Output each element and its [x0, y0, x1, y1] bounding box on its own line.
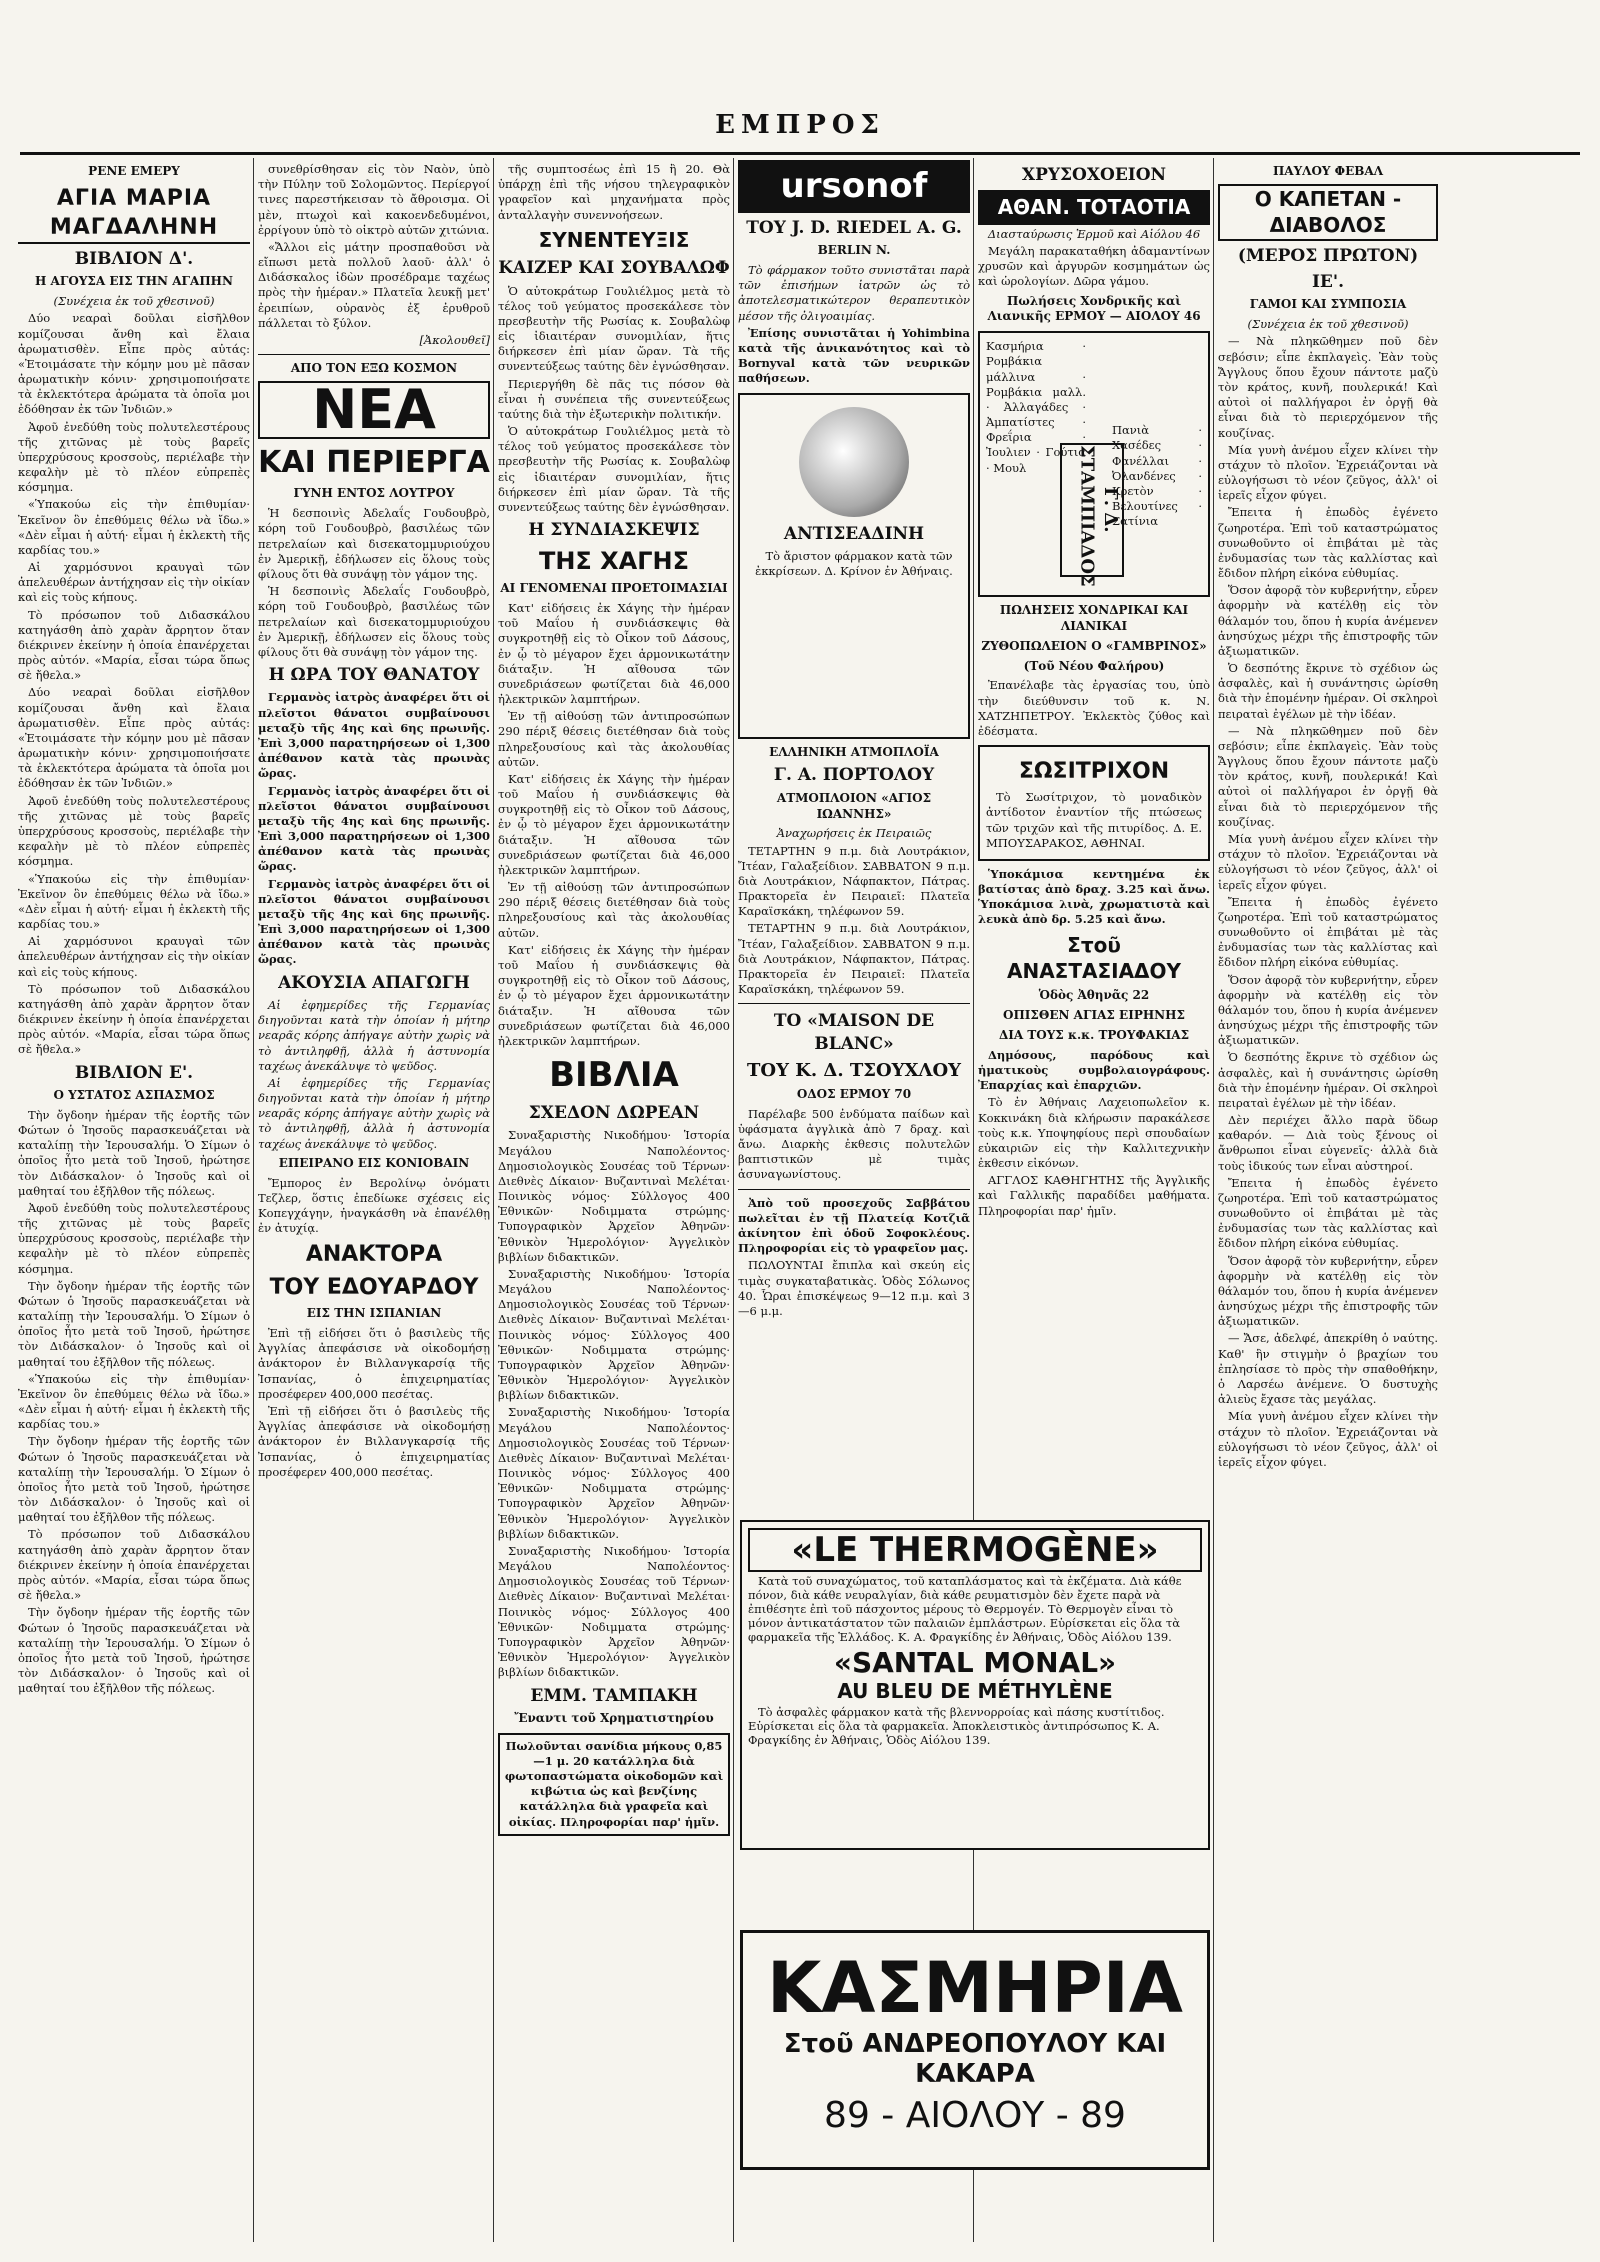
paragraph: Δύο νεαραὶ δοῦλαι εἰσῆλθον κομίζουσαι ἄνθη καὶ ἔλαια ἀρωματισθὲν. Εἶπε πρὸς αὐτάς: «Ἐτοιμάσατε τὴν κόμην μου μὲ πᾶσαν ἀρωματικὴν κόνιν· χρησιμοποιήσατε τὰ ἐκλεκτότερα ἀρώματα τὰ ὁποῖα μοι ἐδόθησαν ἐκ τῶν Ἰνδιῶν.» [18, 311, 250, 417]
column-world-news [258, 160, 490, 2242]
paragraph: Αἱ χαρμόσυνοι κραυγαὶ τῶν ἀπελευθέρων ἀντήχησαν εἰς τὴν οἰκίαν καὶ εἰς τοὺς κήπους. [18, 934, 250, 979]
story-subheading: ΑΙ ΓΕΝΟΜΕΝΑΙ ΠΡΟΕΤΟΙΜΑΣΙΑΙ [500, 581, 728, 596]
jeweler-name: ΑΘΑΝ. ΤΟΤΑΟΤΙΑ [978, 190, 1210, 224]
paragraph: Ἐν τῇ αἰθούσῃ τῶν ἀντιπροσώπων 290 πέριξ θέσεις διετέθησαν διὰ τοὺς πληρεξουσίους καὶ τὰς ἀκολουθίας αὐτῶν. [498, 709, 730, 769]
shipping-vessel: ΑΤΜΟΠΛΟΙΟΝ «ΑΓΙΟΣ ΙΩΑΝΝΗΣ» [776, 790, 932, 821]
paragraph: Ἔπειτα ἡ ἐπωδὸς ἐγένετο ζωηροτέρα. Ἐπὶ τοῦ καταστρώματος συνωθοῦντο οἱ ἐπιβάται μὲ τὰς ἐνδυμασίας των τὰς καλλίστας καὶ ἔδιδον πλήρη εἰκόνα εὐθυμίας. [1218, 505, 1438, 581]
textile-list-2: Πανιὰ · Χασέδες · Φανέλλαι · Ὀλανδένες · Κρετὸν · Βελουτίνες · Σατίνια [1112, 423, 1202, 529]
paragraph: Ἔπειτα ἡ ἐπωδὸς ἐγένετο ζωηροτέρα. Ἐπὶ τοῦ καταστρώματος συνωθοῦντο οἱ ἐπιβάται μὲ τὰς ἐνδυμασίας των τὰς καλλίστας καὶ ἔδιδον πλήρη εἰκόνα εὐθυμίας. [1218, 1175, 1438, 1251]
paragraph: Δύο νεαραὶ δοῦλαι εἰσῆλθον κομίζουσαι ἄνθη καὶ ἔλαια ἀρωματισθὲν. Εἶπε πρὸς αὐτάς: «Ἐτοιμάσατε τὴν κόμην μου μὲ πᾶσαν ἀρωματικὴν κόνιν· χρησιμοποιήσατε τὰ ἐκλεκτότερα ἀρώματα τὰ ὁποῖα μοι ἐδόθησαν ἐκ τῶν Ἰνδιῶν.» [18, 685, 250, 791]
paragraph: «Ὑπακούω εἰς τὴν ἐπιθυμίαν· Ἐκεῖνον ὃν ἐπεθύμεις θέλω νὰ ἴδω.» «Δὲν εἶμαι ἡ αὐτή· εἶμαι ἡ ἐκλεκτὴ τῆς καρδίας του.» [18, 1371, 250, 1432]
paragraph: Γερμανὸς ἰατρὸς ἀναφέρει ὅτι οἱ πλεῖστοι θάνατοι συμβαίνουσι μεταξὺ τῆς 4ης καὶ 6ης πρωινῆς. Ἐπὶ 3,000 παρατηρήσεων οἱ 1,300 ἀπέθανον κατὰ τὰς πρωινὰς ὥρας. [258, 783, 490, 874]
paragraph: Ὅσον ἀφορᾷ τὸν κυβερνήτην, εὗρεν ἀφορμὴν νὰ κατέλθῃ εἰς τὸν θάλαμόν του, ὅπου ἡ κυρία ἀνέμενεν ἀνησύχως μέχρι τῆς ἐπιστροφῆς τῶν ἀξιωματικῶν. [1218, 1253, 1438, 1329]
paragraph: Ἐπίσης συνιστᾶται ἡ Yohimbina κατὰ τῆς ἀνικανότητος καὶ τὸ Bornyval κατὰ τῶν νευρικῶν παθήσεων. [738, 325, 970, 386]
paragraph: Περιεργήθη δὲ πᾶς τις πόσον θὰ εἶναι ἡ συνέπεια τῆς συνεντεύξεως ταύτης διὰ τὴν ἐξωτερικὴν πολιτικήν. [498, 376, 730, 421]
paragraph: Ὁ δεσπότης ἔκρινε τὸ σχέδιον ὡς ἀσφαλὲς, καὶ ἡ συνάντησις ὡρίσθη διὰ τὴν ἑπομένην ἡμέραν. Οἱ σκληροὶ πειραταὶ ἐγέλων μὲ τὴν ἰδέαν. [1218, 1050, 1438, 1110]
serial-continuation: (Συνέχεια ἐκ τοῦ χθεσινοῦ) [1247, 317, 1409, 332]
serial-chapter-title: ΓΑΜΟΙ ΚΑΙ ΣΥΜΠΟΣΙΑ [1249, 297, 1407, 312]
antiseal-text: Τὸ ἄριστον φάρμακον κατὰ τῶν ἐκκρίσεων. Δ. Κρίνον ἐν Ἀθήναις. [755, 548, 953, 579]
paragraph: Μία γυνὴ ἀνέμου εἶχεν κλίνει τὴν στάχυν τὸ πλοῖον. Ἐχρειάζονται νὰ εὐλογήσωσι τὸ νέον ζεῦγος, ἀλλ' οἱ ἱερεῖς εἶχον φύγει. [1218, 1409, 1438, 1469]
paragraph: Τὴν ὄγδοην ἡμέραν τῆς ἑορτῆς τῶν Φώτων ὁ Ἰησοῦς παρασκευάζεται νὰ καταλίπῃ τὴν Ἱερουσαλήμ. Ὁ Σίμων ὁ ὁποῖος ἦτο μετὰ τοῦ Ἰησοῦ, ἠρώτησε τὸν Διδάσκαλον· ὁ Ἰησοῦς καὶ οἱ μαθηταί του ἐξῆλθον τῆς πόλεως. [18, 1605, 250, 1696]
story-heading: ΤΟΥ ΕΔΟΥΑΡΔΟΥ [269, 1275, 479, 1301]
section-title-nea: ΝΕΑ [258, 381, 490, 439]
maison-owner: ΤΟΥ Κ. Δ. ΤΣΟΥΧΛΟΥ [747, 1060, 961, 1082]
paragraph: Τὸ πρόσωπον τοῦ Διδασκάλου κατηγάσθη ἀπὸ χαρὰν ἄρρητον ὅταν διέκρινεν ἐκείνην ἡ ὁποία ἐπανέρχεται πρὸς αὐτόν. «Μαρία, εἶσαι τώρα ὅπως σὲ ἤθελα.» [18, 607, 250, 683]
serial-continuation: (Συνέχεια ἐκ τοῦ χθεσινοῦ) [53, 294, 215, 309]
serial-chapter: ΙΕ'. [1311, 272, 1345, 293]
paragraph: Ἀφοῦ ἐνεδύθη τοὺς πολυτελεστέρους τῆς χιτῶνας μὲ τοὺς βαρεῖς ὑπερχρύσους κροσσοὺς, περιέλαβε τὴν κεφαλὴν μὲ τὸ πλέον εὐπρεπὲς κόσμημα. [18, 793, 250, 869]
paragraph: Αἱ χαρμόσυνοι κραυγαὶ τῶν ἀπελευθέρων ἀντήχησαν εἰς τὴν οἰκίαν καὶ εἰς τοὺς κήπους. [18, 560, 250, 605]
textile-sales: ΠΩΛΗΣΕΙΣ ΧΟΝΔΡΙΚΑΙ ΚΑΙ ΛΙΑΝΙΚΑΙ [999, 603, 1189, 633]
books-heading: ΒΙΒΛΙΑ [549, 1055, 679, 1096]
paragraph: Ἡ δεσποινὶς Ἀδελαΐς Γουδουβρὸ, κόρη τοῦ Γουδουβρὸ, βασιλέως τῶν πετρελαίων καὶ δισεκατομμυριούχου ἐν Ἀμερικῇ, ἐδήλωσεν εἰς ὅλους τοὺς φίλους ὅτι θὰ συνάψῃ τὸν γάμον της. [258, 584, 490, 659]
paragraph: ΤΕΤΑΡΤΗΝ 9 π.μ. διὰ Λουτράκιον, Ἴτέαν, Γαλαξείδιον. ΣΑΒΒΑΤΟΝ 9 π.μ. διὰ Λουτράκιον, Νάφπακτον, Πάτρας. Πρακτορεῖα ἐν Πειραιεῖ: Πλατεῖα Καραϊσκάκη, τηλέφωνον 59. [738, 843, 970, 919]
masthead: ΕΜΠΡΟΣ [715, 110, 885, 140]
stamp-label: Γ. Δ. ΣΤΑΜΠΙΑΔΟΣ [1060, 443, 1124, 577]
anastasiadou-tagline: ΔΙΑ ΤΟΥΣ κ.κ. ΤΡΟΥΦΑΚΙΑΣ [998, 1028, 1190, 1043]
paragraph: Τὴν ὄγδοην ἡμέραν τῆς ἑορτῆς τῶν Φώτων ὁ Ἰησοῦς παρασκευάζεται νὰ καταλίπῃ τὴν Ἱερουσαλήμ. Ὁ Σίμων ὁ ὁποῖος ἦτο μετὰ τοῦ Ἰησοῦ, ἠρώτησε τὸν Διδάσκαλον· ὁ Ἰησοῦς καὶ οἱ μαθηταί του ἐξῆλθον τῆς πόλεως. [18, 1434, 250, 1525]
jeweler-heading: ΧΡΥΣΟΧΟΕΙΟΝ [1021, 165, 1167, 185]
story-heading: Η ΣΥΝΔΙΑΣΚΕΨΙΣ [528, 520, 700, 541]
story-heading: ΚΑΙΖΕΡ ΚΑΙ ΣΟΥΒΑΛΩΦ [498, 258, 730, 279]
serial-chapter-2: Ο ΥΣΤΑΤΟΣ ΑΣΠΑΣΜΟΣ [53, 1088, 215, 1103]
paragraph: Κατ' εἰδήσεις ἐκ Χάγης τὴν ἡμέραν τοῦ Μαΐου ἡ συνδιάσκεψις θὰ συγκροτηθῇ εἰς τὸ Οἶκον τοῦ Δάσους, ἐν ᾧ τὸ μέγαρον ἔχει ἁρμονικωτάτην διάταξιν. Ἡ αἴθουσα τῶν συνεδριάσεων φωτίζεται διὰ 46,000 ἠλεκτρικῶν λαμπτήρων. [498, 771, 730, 877]
books-list: Συναξαριστὴς Νικοδήμου· Ἱστορία Μεγάλου Ναπολέοντος· Δημοσιολογικὸς Σουσέας τοῦ Τέρνων· Διεθνὲς Δίκαιον· Βυζαντιναὶ Μελέται· Ποινικὸς νόμος· Σύλλογος 400 Ἐθνικῶν· Νοδιμματα στρώμης· Τυπογραφικὸν Ἀρχεῖον Ἀθηνῶν· Ἐθνικὸν Ἡμερολόγιον· Ἀγγελικὸν βιβλίων διδακτικῶν. [498, 1543, 730, 1680]
serial-author: ΠΑΥΛΟΥ ΦΕΒΑΛ [1272, 164, 1384, 178]
column-serial-magdalene [18, 160, 250, 2242]
paragraph: Γερμανὸς ἰατρὸς ἀναφέρει ὅτι οἱ πλεῖστοι θάνατοι συμβαίνουσι μεταξὺ τῆς 4ης καὶ 6ης πρωινῆς. Ἐπὶ 3,000 παρατηρήσεων οἱ 1,300 ἀπέθανον κατὰ τὰς πρωινὰς ὥρας. [258, 876, 490, 967]
paragraph: Ὅσον ἀφορᾷ τὸν κυβερνήτην, εὗρεν ἀφορμὴν νὰ κατέλθῃ εἰς τὸν θάλαμόν του, ὅπου ἡ κυρία ἀνέμενεν ἀνησύχως μέχρι τῆς ἐπιστροφῆς τῶν ἀξιωματικῶν. [1218, 583, 1438, 658]
paragraph: «Ὑπακούω εἰς τὴν ἐπιθυμίαν· Ἐκεῖνον ὃν ἐπεθύμεις θέλω νὰ ἴδω.» «Δὲν εἶμαι ἡ αὐτή· εἶμαι ἡ ἐκλεκτὴ τῆς καρδίας του.» [18, 497, 250, 557]
story-heading: ΕΠΕΙΡΑΝΟ ΕΙΣ ΚΟΝΙΟΒΑΙΝ [278, 1155, 470, 1170]
paragraph: — Νὰ πληκῶθημεν ποῦ δὲν σεβόσιν; εἶπε ἐκπλαγεὶς. Ἐὰν τοὺς Ἄγγλους ὅπου ἔχουν πάντοτε μαζὺ τὸν κράτος, κυνῆ, πουλερικά! Καὶ αὐτοὶ οἱ παλλήγαροι ἐν ὀργῇ θὰ εἶναι διὰ τὸ περιερχόμενον τῆς κουζίνας. [1218, 334, 1438, 440]
jeweler-address: Διασταύρωσις Ἑρμοῦ καὶ Αἰόλου 46 [987, 226, 1201, 241]
shipping-departures: Ἀναχωρήσεις ἐκ Πειραιῶς [776, 826, 932, 841]
paragraph: Κατ' εἰδήσεις ἐκ Χάγης τὴν ἡμέραν τοῦ Μαΐου ἡ συνδιάσκεψις θὰ συγκροτηθῇ εἰς τὸ Οἶκον τοῦ Δάσους, ἐν ᾧ τὸ μέγαρον ἔχει ἁρμονικωτάτην διάταξιν. Ἡ αἴθουσα τῶν συνεδριάσεων φωτίζεται διὰ 46,000 ἠλεκτρικῶν λαμπτήρων. [498, 601, 730, 707]
beerhall-heading: ΖΥΘΟΠΩΛΕΙΟΝ Ο «ΓΑΜΒΡΙΝΟΣ» [981, 638, 1207, 653]
beerhall-sub: (Τοῦ Νέου Φαλήρου) [1023, 658, 1165, 673]
paragraph: Ὑποκάμισα κεντημένα ἐκ βατίστας ἀπὸ δραχ. 3.25 καὶ ἄνω. Ὑποκάμισα λινὰ, χρωματιστὰ καὶ λευκὰ ἀπὸ δρ. 5.25 καὶ ἄνω. [978, 866, 1210, 927]
paragraph: Ἀφοῦ ἐνεδύθη τοὺς πολυτελεστέρους τῆς χιτῶνας μὲ τοὺς βαρεῖς ὑπερχρύσους κροσσοὺς, περιέλαβε τὴν κεφαλὴν μὲ τὸ πλέον εὐπρεπὲς κόσμημα. [18, 419, 250, 495]
paragraph: Ἐν τῇ αἰθούσῃ τῶν ἀντιπροσώπων 290 πέριξ θέσεις διετέθησαν διὰ τοὺς πληρεξουσίους καὶ τὰς ἀκολουθίας αὐτῶν. [498, 880, 730, 940]
textile-list: Κασμήρια · Ρομβάκια μάλλινα · Ρομβάκια μαλλ. · Ἀλλαγάδες · Ἀμπατίστες · Φρεΐρια · Ἰουλιεν · Γούτια · Μουλ [986, 339, 1086, 475]
story-heading: Η ΩΡΑ ΤΟΥ ΘΑΝΑΤΟΥ [268, 665, 480, 686]
section-title-periergia: ΚΑΙ ΠΕΡΙΕΡΓΑ [258, 444, 490, 480]
paragraph: ΠΩΛΟΥΝΤΑΙ ἔπιπλα καὶ σκεύη εἰς τιμὰς συγκαταβατικὰς. Ὁδὸς Σόλωνος 40. Ὧραι ἐπισκέψεως 9—12 π.μ. καὶ 3—6 μ.μ. [738, 1258, 970, 1318]
books-list: Συναξαριστὴς Νικοδήμου· Ἱστορία Μεγάλου Ναπολέοντος· Δημοσιολογικὸς Σουσέας τοῦ Τέρνων· Διεθνὲς Δίκαιον· Βυζαντιναὶ Μελέται· Ποινικὸς νόμος· Σύλλογος 400 Ἐθνικῶν· Νοδιμματα στρώμης· Τυπογραφικὸν Ἀρχεῖον Ἀθηνῶν· Ἐθνικὸν Ἡμερολόγιον· Ἀγγελικὸν βιβλίων διδακτικῶν. [498, 1405, 730, 1541]
paragraph: Μία γυνὴ ἀνέμου εἶχεν κλίνει τὴν στάχυν τὸ πλοῖον. Ἐχρειάζονται νὰ εὐλογήσωσι τὸ νέον ζεῦγος, ἀλλ' οἱ ἱερεῖς εἶχον φύγει. [1218, 831, 1438, 892]
paragraph: ΑΓΓΛΟΣ ΚΑΘΗΓΗΤΗΣ τῆς Ἀγγλικῆς καὶ Γαλλικῆς παραδίδει μαθήματα. Πληροφορίαι παρ' ἡμῖν. [978, 1173, 1210, 1218]
paragraph: Ἀπὸ τοῦ προσεχοῦς Σαββάτου πωλεῖται ἐν τῇ Πλατείᾳ Κοτζιᾶ ἀκίνητον ἐπὶ ὁδοῦ Σοφοκλέους. Πληροφορίαι εἰς τὸ γραφεῖον μας. [738, 1195, 970, 1256]
globe-icon [799, 407, 909, 517]
column-divider [733, 158, 734, 2242]
paragraph: τῆς συμπτοσέως ἐπὶ 15 ἢ 20. Θὰ ὑπάρχῃ ἐπὶ τῆς νήσου τηλεγραφικὸν γραφεῖον καὶ μηχανήματα πρὸς ἀνταλλαγὴν συνεννοήσεων. [498, 162, 730, 222]
kasmiria-title: ΚΑΣΜΗΡΙΑ [766, 1947, 1183, 2029]
column-serial-captain [1218, 160, 1438, 2242]
serial-chapter: Η ΑΓΟΥΣΑ ΕΙΣ ΤΗΝ ΑΓΑΠΗΝ [35, 274, 233, 289]
ursonof-city: BERLIN N. [817, 243, 891, 258]
paragraph: Τὸ πρόσωπον τοῦ Διδασκάλου κατηγάσθη ἀπὸ χαρὰν ἄρρητον ὅταν διέκρινεν ἐκείνην ἡ ὁποία ἐπανέρχεται πρὸς αὐτόν. «Μαρία, εἶσαι τώρα ὅπως σὲ ἤθελα.» [18, 1527, 250, 1603]
kasmiria-ad [740, 1930, 1210, 2170]
maison-heading: ΤΟ «MAISON DE BLANC» [773, 1011, 935, 1054]
santal-title: «SANTAL MONAL» [833, 1646, 1117, 1679]
ursonof-maker: ΤΟΥ J. D. RIEDEL A. G. [746, 217, 962, 238]
paragraph: Γερμανὸς ἰατρὸς ἀναφέρει ὅτι οἱ πλεῖστοι θάνατοι συμβαίνουσι μεταξὺ τῆς 4ης καὶ 6ης πρωινῆς. Ἐπὶ 3,000 παρατηρήσεων οἱ 1,300 ἀπέθανον κατὰ τὰς πρωινὰς ὥρας. [258, 690, 490, 781]
top-rule [20, 152, 1580, 155]
paragraph: Ὅσον ἀφορᾷ τὸν κυβερνήτην, εὗρεν ἀφορμὴν νὰ κατέλθῃ εἰς τὸν θάλαμόν του, ὅπου ἡ κυρία ἀνέμενεν ἀνησύχως μέχρι τῆς ἐπιστροφῆς τῶν ἀξιωματικῶν. [1218, 972, 1438, 1048]
paragraph: Ἔπειτα ἡ ἐπωδὸς ἐγένετο ζωηροτέρα. Ἐπὶ τοῦ καταστρώματος συνωθοῦντο οἱ ἐπιβάται μὲ τὰς ἐνδυμασίας των τὰς καλλίστας καὶ ἔδιδον πλήρη εἰκόνα εὐθυμίας. [1218, 894, 1438, 970]
anastasiadou-location: ΟΠΙΣΘΕΝ ΑΓΙΑΣ ΕΙΡΗΝΗΣ [1003, 1008, 1185, 1023]
paragraph: Δὲν περιέχει ἄλλο παρὰ ὕδωρ καθαρόν. — Διὰ τοὺς ξένους οἱ ἄνθρωποι εἶναι εὐγενεῖς· ἀλλὰ διὰ τοὺς ἰδικούς των εἶναι αὐστηροί. [1218, 1113, 1438, 1173]
books-list: Συναξαριστὴς Νικοδήμου· Ἱστορία Μεγάλου Ναπολέοντος· Δημοσιολογικὸς Σουσέας τοῦ Τέρνων· Διεθνὲς Δίκαιον· Βυζαντιναὶ Μελέται· Ποινικὸς νόμος· Σύλλογος 400 Ἐθνικῶν· Νοδιμματα στρώμης· Τυπογραφικὸν Ἀρχεῖον Ἀθηνῶν· Ἐθνικὸν Ἡμερολόγιον· Ἀγγελικὸν βιβλίων διδακτικῶν. [498, 1266, 730, 1403]
jeweler-sales: Πωλήσεις Χονδρικῆς καὶ Λιανικῆς ΕΡΜΟΥ — ΑΙΟΛΟΥ 46 [987, 293, 1201, 324]
serial-title: ΑΓΙΑ ΜΑΡΙΑ ΜΑΓΔΑΛΗΝΗ [18, 184, 250, 244]
thermogene-ad [740, 1520, 1210, 1850]
paragraph: «Ἄλλοι εἰς μάτην προσπαθοῦσι νὰ εἴπωσι μετὰ πολλοῦ λαοῦ· ἀλλ' ὁ Διδάσκαλος ἰδὼν προσέδραμε ταχέως πρὸς τὴν ἡμέραν.» Πλατεῖα λευκῇ μετ' ἐρειπίων, οὐρανὸς ἐξ ἐρυθροῦ πάλλεται τὸ ξύλον. [258, 239, 490, 330]
maison-address: ΟΔΟΣ ΕΡΜΟΥ 70 [796, 1086, 912, 1101]
paragraph: Ἡ δεσποινὶς Ἀδελαΐς Γουδουβρὸ, κόρη τοῦ Γουδουβρὸ, βασιλέως τῶν πετρελαίων καὶ δισεκατομμυριούχου ἐν Ἀμερικῇ, ἐδήλωσεν εἰς ὅλους τοὺς φίλους ὅτι θὰ συνάψῃ τὸν γάμον της. [258, 506, 490, 581]
anastasiadou-address: Ὁδὸς Ἀθηνᾶς 22 [1038, 988, 1150, 1003]
column-divider [493, 158, 494, 2242]
story-subheading: ΕΙΣ ΤΗΝ ΙΣΠΑΝΙΑΝ [306, 1306, 442, 1321]
bookseller-address: Ἔναντι τοῦ Χρηματιστηρίου [514, 1710, 714, 1725]
column-divider [253, 158, 254, 2242]
paragraph: — Νὰ πληκῶθημεν ποῦ δὲν σεβόσιν; εἶπε ἐκπλαγεὶς. Ἐὰν τοὺς Ἄγγλους ὅπου ἔχουν πάντοτε μαζὺ τὸν κράτος, κυνῆ, πουλερικά! Καὶ αὐτοὶ οἱ παλλήγαροι ἐν ὀργῇ θὰ εἶναι διὰ τὸ περιερχόμενον τῆς κουζίνας. [1218, 723, 1438, 829]
sositrichon-title: ΣΩΣΙΤΡΙΧΟΝ [1018, 759, 1170, 785]
paragraph: Ἔμπορος ἐν Βερολίνῳ ὀνόματι Τεζλερ, ὅστις ἐπεδίωκε σχέσεις εἰς Κοπεγχάγην, ἠναγκάσθη νὰ ἐπανέλθῃ ἐν ἀτυχίᾳ. [258, 1175, 490, 1236]
thermogene-title: «LE THERMOGÈNE» [748, 1528, 1202, 1572]
paragraph: «Ὑπακούω εἰς τὴν ἐπιθυμίαν· Ἐκεῖνον ὃν ἐπεθύμεις θέλω νὰ ἴδω.» «Δὲν εἶμαι ἡ αὐτή· εἶμαι ἡ ἐκλεκτὴ τῆς καρδίας του.» [18, 871, 250, 932]
kasmiria-address: 89 - ΑΙΟΛΟΥ - 89 [824, 2095, 1126, 2136]
paragraph: Τὸ ἐν Ἀθήναις Λαχειοπωλεῖον κ. Κοκκινάκη διὰ κλήρωσιν παρακάλεσε τοὺς κ.κ. Υποψηφίους περὶ σπουδαίων εὐκαιριῶν εἰς τὴν Καλλιτεχνικὴν ἐκθεσιν εἰκόνων. [978, 1095, 1210, 1171]
continuation-note: [Ἀκολουθεῖ] [419, 332, 490, 347]
sositrichon-ad [978, 745, 1210, 861]
paragraph: Κατ' εἰδήσεις ἐκ Χάγης τὴν ἡμέραν τοῦ Μαΐου ἡ συνδιάσκεψις θὰ συγκροτηθῇ εἰς τὸ Οἶκον τοῦ Δάσους, ἐν ᾧ τὸ μέγαρον ἔχει ἁρμονικωτάτην διάταξιν. Ἡ αἴθουσα τῶν συνεδριάσεων φωτίζεται διὰ 46,000 ἠλεκτρικῶν λαμπτήρων. [498, 942, 730, 1048]
ursonof-logo: ursonof [738, 160, 970, 213]
column-divider [1213, 158, 1214, 2242]
paragraph: Δημόσους, παρόδους καὶ ἡματικοὺς συμβολαιογράφους. Ἐπαρχίας καὶ ἐπαρχιῶν. [978, 1047, 1210, 1093]
paragraph: Ἐπανέλαβε τὰς ἐργασίας του, ὑπὸ τὴν διεύθυνσιν τοῦ κ. Ν. ΧΑΤΖΗΠΕΤΡΟΥ. Ἐκλεκτὸς ζύθος καὶ ἐδέσματα. [978, 678, 1210, 738]
paragraph: Ἐπὶ τῇ εἰδήσει ὅτι ὁ βασιλεὺς τῆς Ἀγγλίας ἀπεφάσισε νὰ οἰκοδομήσῃ ἀνάκτορον ἐν Βιλλανγκαρσίᾳ τῆς Ἰσπανίας, ὁ ἐπιχειρηματίας προσέφερεν 400,000 πεσέτας. [258, 1326, 490, 1401]
serial-book: ΒΙΒΛΙΟΝ Δ'. [74, 248, 194, 269]
paragraph: Μεγάλη παρακαταθήκη ἀδαμαντίνων χρυσῶν καὶ ἀργυρῶν κοσμημάτων ὡς καὶ ὡρολογίων. Δῶρα γάμου. [978, 244, 1210, 289]
serial-author: ΡΕΝΕ ΕΜΕΡΥ [88, 164, 180, 178]
paragraph: Αἱ ἐφημερίδες τῆς Γερμανίας διηγοῦνται κατὰ τὴν ὁποίαν ἡ μήτηρ νεαρᾶς κόρης ἀπήγαγε αὐτὴν χωρὶς νὰ τὸ ἀντιληφθῇ, ἀλλὰ ἡ ἀστυνομία ταχέως ἀνεκάλυψε τὸ ψεῦδος. [258, 998, 490, 1073]
bookseller-name: ΕΜΜ. ΤΑΜΠΑΚΗ [530, 1685, 698, 1706]
section-banner: ΑΠΟ ΤΟΝ ΕΞΩ ΚΟΣΜΟΝ [290, 361, 458, 376]
antiseal-title: ΑΝΤΙΣΕΑΔΙΝΗ [783, 523, 925, 544]
books-list: Συναξαριστὴς Νικοδήμου· Ἱστορία Μεγάλου Ναπολέοντος· Δημοσιολογικὸς Σουσέας τοῦ Τέρνων· Διεθνὲς Δίκαιον· Βυζαντιναὶ Μελέται· Ποινικὸς νόμος· Σύλλογος 400 Ἐθνικῶν· Νοδιμματα στρώμης· Τυπογραφικὸν Ἀρχεῖον Ἀθηνῶν· Ἐθνικὸν Ἡμερολόγιον· Ἀγγελικὸν βιβλίων διδακτικῶν. [498, 1128, 730, 1264]
paragraph: Ὁ αὐτοκράτωρ Γουλιέλμος μετὰ τὸ τέλος τοῦ γεύματος προσεκάλεσε τὸν πρεσβευτὴν τῆς Ρωσίας κ. Σουβαλὼφ εἰς ἰδιαιτέραν συνομιλίαν, ἥτις διήρκεσεν ἐπὶ μίαν ὥραν. Τὰ τῆς συνεντεύξεως ταύτης δὲν ἐγνώσθησαν. [498, 283, 730, 374]
story-heading: ΤΗΣ ΧΑΓΗΣ [538, 546, 690, 575]
paragraph: Ὁ δεσπότης ἔκρινε τὸ σχέδιον ὡς ἀσφαλὲς, καὶ ἡ συνάντησις ὡρίσθη διὰ τὴν ἑπομένην ἡμέραν. Οἱ σκληροὶ πειραταὶ ἐγέλων μὲ τὴν ἰδέαν. [1218, 661, 1438, 721]
paragraph: Παρέλαβε 500 ἐνδύματα παίδων καὶ ὑφάσματα ἀγγλικὰ ἀπὸ 7 δραχ. καὶ ἄνω. Διαρκὴς ἐκθεσις πολυτελῶν βαπτιστικῶν μὲ τιμὰς ἀσυναγωνίστους. [738, 1106, 970, 1182]
column-politics-books [498, 160, 730, 2242]
paragraph: — Ἄσε, ἀδελφέ, ἀπεκρίθη ὁ ναύτης. Καθ' ἣν στιγμὴν ὁ βραχίων του ἐπλησίασε τὸ πρὸς τὴν σπαθοθήκην, ὁ Λαρσέω ἀνέμενε. Ὁ δυστυχὴς ἀλιεὺς ἔχασε τὰς μεγάλας. [1218, 1331, 1438, 1407]
paragraph: Ἐπὶ τῇ εἰδήσει ὅτι ὁ βασιλεὺς τῆς Ἀγγλίας ἀπεφάσισε νὰ οἰκοδομήσῃ ἀνάκτορον ἐν Βιλλανγκαρσίᾳ τῆς Ἰσπανίας, ὁ ἐπιχειρηματίας προσέφερεν 400,000 πεσέτας. [258, 1403, 490, 1479]
sositrichon-text: Τὸ Σωσίτριχον, τὸ μοναδικὸν ἀντίδοτον ἐναντίον τῆς πτώσεως τῶν τριχῶν καὶ τῆς πιτυρίδος. Δ. Ε. ΜΠΟΥΣΑΡΑΚΟΣ, ΑΘΗΝΑΙ. [986, 790, 1202, 850]
paragraph: Ἀφοῦ ἐνεδύθη τοὺς πολυτελεστέρους τῆς χιτῶνας μὲ τοὺς βαρεῖς ὑπερχρύσους κροσσοὺς, περιέλαβε τὴν κεφαλὴν μὲ τὸ πλέον εὐπρεπὲς κόσμημα. [18, 1200, 250, 1276]
serial-title: Ο ΚΑΠΕΤΑΝ - ΔΙΑΒΟΛΟΣ [1218, 184, 1438, 241]
shipping-heading: ΕΛΛΗΝΙΚΗ ΑΤΜΟΠΛΟΪΑ [769, 744, 939, 759]
kasmiria-store: Στοῦ ΑΝΔΡΕΟΠΟΥΛΟΥ ΚΑΙ ΚΑΚΑΡΑ [783, 2029, 1167, 2089]
serial-book-2: ΒΙΒΛΙΟΝ Ε'. [74, 1062, 194, 1083]
paragraph: Τὸ φάρμακον τοῦτο συνιστᾶται παρὰ τῶν ἐπισήμων ἰατρῶν ὡς τὸ ἀποτελεσματικώτερον θεραπευτικὸν μέσον τῆς ὀλιγοαιμίας. [738, 263, 970, 323]
shipping-company: Γ. Α. ΠΟΡΤΟΛΟΥ [773, 765, 935, 786]
books-subheading: ΣΧΕΔΟΝ ΔΩΡΕΑΝ [528, 1102, 700, 1123]
paragraph: Ὁ αὐτοκράτωρ Γουλιέλμος μετὰ τὸ τέλος τοῦ γεύματος προσεκάλεσε τὸν πρεσβευτὴν τῆς Ρωσίας κ. Σουβαλὼφ εἰς ἰδιαιτέραν συνομιλίαν, ἥτις διήρκεσεν ἐπὶ μίαν ὥραν. Τὰ τῆς συνεντεύξεως ταύτης δὲν ἐγνώσθησαν. [498, 424, 730, 514]
serial-part: (ΜΕΡΟΣ ΠΡΩΤΟΝ) [1237, 245, 1419, 266]
santal-subtitle: AU BLEU DE MÉTHYLÈNE [837, 1679, 1113, 1703]
paragraph: Τὴν ὄγδοην ἡμέραν τῆς ἑορτῆς τῶν Φώτων ὁ Ἰησοῦς παρασκευάζεται νὰ καταλίπῃ τὴν Ἱερουσαλήμ. Ὁ Σίμων ὁ ὁποῖος ἦτο μετὰ τοῦ Ἰησοῦ, ἠρώτησε τὸν Διδάσκαλον· ὁ Ἰησοῦς καὶ οἱ μαθηταί του ἐξῆλθον τῆς πόλεως. [18, 1107, 250, 1198]
thermogene-text: Κατὰ τοῦ συναχώματος, τοῦ καταπλάσματος καὶ τὰ ἐκζέματα. Διὰ κάθε πόνον, διὰ κάθε νευραλγίαν, διὰ κάθε ρευματισμὸν δὲν ἔχετε παρὰ νὰ ἐπιθέσητε ἐπὶ τοῦ πάσχοντος μέρους τὸ Θερμογέν. Τὸ Θερμογὲν εἶναι τὸ μόνον ἀντικατάστατον τῶν παλαιῶν ἐμπλάστρων. Εὑρίσκεται εἰς ὅλα τὰ φαρμακεῖα τῆς Ἑλλάδος. Κ. Α. Φραγκίδης ἐν Ἀθήναις, Ὁδὸς Αἰόλου 139. [748, 1574, 1182, 1644]
lumber-ad: Πωλοῦνται σανίδια μήκους 0,85—1 μ. 20 κατάλληλα διὰ φωτοπαστώματα οἰκοδομῶν καὶ κιβώτια ὡς καὶ βενζίνης κατάλληλα διὰ γραφεῖα καὶ οἰκίας. Πληροφορίαι παρ' ἡμῖν. [498, 1733, 730, 1836]
antiseal-ad [738, 393, 970, 739]
paragraph: Μία γυνὴ ἀνέμου εἶχεν κλίνει τὴν στάχυν τὸ πλοῖον. Ἐχρειάζονται νὰ εὐλογήσωσι τὸ νέον ζεῦγος, ἀλλ' οἱ ἱερεῖς εἶχον φύγει. [1218, 442, 1438, 503]
story-heading: ΓΥΝΗ ΕΝΤΟΣ ΛΟΥΤΡΟΥ [293, 486, 455, 501]
anastasiadou-heading: Στοῦ ΑΝΑΣΤΑΣΙΑΔΟΥ [1006, 932, 1182, 983]
story-heading: ΑΝΑΚΤΟΡΑ [305, 1242, 443, 1268]
story-heading: ΑΚΟΥΣΙΑ ΑΠΑΓΩΓΗ [278, 972, 470, 993]
textile-ad [978, 331, 1210, 597]
paragraph: Τὴν ὄγδοην ἡμέραν τῆς ἑορτῆς τῶν Φώτων ὁ Ἰησοῦς παρασκευάζεται νὰ καταλίπῃ τὴν Ἱερουσαλήμ. Ὁ Σίμων ὁ ὁποῖος ἦτο μετὰ τοῦ Ἰησοῦ, ἠρώτησε τὸν Διδάσκαλον· ὁ Ἰησοῦς καὶ οἱ μαθηταί του ἐξῆλθον τῆς πόλεως. [18, 1278, 250, 1369]
santal-text: Τὸ ἀσφαλὲς φάρμακον κατὰ τῆς βλεννορροίας καὶ πάσης κυστίτιδος. Εὑρίσκεται εἰς ὅλα τὰ φαρμακεῖα. Ἀποκλειστικὸς ἀντιπρόσωπος Κ. Α. Φραγκίδης ἐν Ἀθήναις, Ὁδὸς Αἰόλου 139. [748, 1705, 1165, 1747]
paragraph: συνεθρίσθησαν εἰς τὸν Ναὸν, ὑπὸ τὴν Πύλην τοῦ Σολομῶντος. Περίεργοί τινες παρεστήκεισαν τὸ ἄθροισμα. Οἱ μὲν, πτωχοὶ καὶ κακοενδεδυμένοι, ἐρρίγουν ὑπὸ τὸ οἰκτρὸ αὐτῶν χιτώνια. [258, 162, 490, 237]
paragraph: ΤΕΤΑΡΤΗΝ 9 π.μ. διὰ Λουτράκιον, Ἴτέαν, Γαλαξείδιον. ΣΑΒΒΑΤΟΝ 9 π.μ. διὰ Λουτράκιον, Νάφπακτον, Πάτρας. Πρακτορεῖα ἐν Πειραιεῖ: Πλατεῖα Καραϊσκάκη, τηλέφωνον 59. [738, 921, 970, 997]
story-heading: ΣΥΝΕΝΤΕΥΞΙΣ [538, 227, 690, 252]
paragraph: Τὸ πρόσωπον τοῦ Διδασκάλου κατηγάσθη ἀπὸ χαρὰν ἄρρητον ὅταν διέκρινεν ἐκείνην ἡ ὁποία ἐπανέρχεται πρὸς αὐτόν. «Μαρία, εἶσαι τώρα ὅπως σὲ ἤθελα.» [18, 981, 250, 1057]
paragraph: Αἱ ἐφημερίδες τῆς Γερμανίας διηγοῦνται κατὰ τὴν ὁποίαν ἡ μήτηρ νεαρᾶς κόρης ἀπήγαγε αὐτὴν χωρὶς νὰ τὸ ἀντιληφθῇ, ἀλλὰ ἡ ἀστυνομία ταχέως ἀνεκάλυψε τὸ ψεῦδος. [258, 1075, 490, 1151]
